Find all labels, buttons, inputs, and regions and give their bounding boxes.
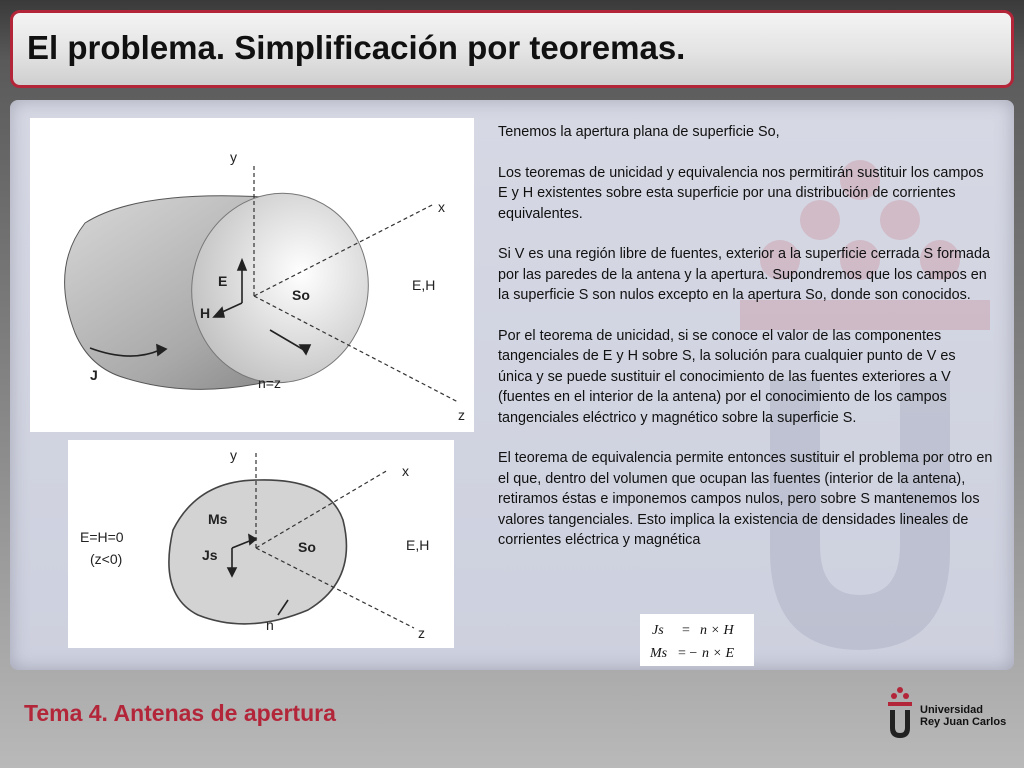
formula-js-lhs: Js xyxy=(652,623,664,638)
label-EH: E,H xyxy=(412,277,436,293)
label-So: So xyxy=(292,287,310,303)
university-name-line2: Rey Juan Carlos xyxy=(920,716,1007,728)
label-Ms: Ms xyxy=(208,511,228,527)
label-normal: n xyxy=(266,617,274,633)
current-formulas xyxy=(640,614,754,666)
paragraph-1: Tenemos la apertura plana de superficie So, xyxy=(498,124,780,140)
axis-y-label: y xyxy=(230,447,237,463)
label-H: H xyxy=(200,305,211,321)
formula-js-rhs: n × H xyxy=(700,623,734,638)
label-So: So xyxy=(298,539,316,555)
university-name-line1: Universidad xyxy=(920,704,983,716)
content-panel xyxy=(10,100,1014,670)
course-topic-title: Tema 4. Antenas de apertura xyxy=(24,700,336,726)
label-E: E xyxy=(218,273,228,289)
label-region: (z<0) xyxy=(90,551,123,567)
university-logo xyxy=(884,684,1014,744)
explanation-text xyxy=(498,122,993,571)
paragraph-3: Si V es una región libre de fuentes, exterior a la superficie cerrada S formada por las paredes de la antena y la apertura. Supondremos que los campos en la superficie S son nulos excepto en la apertura So, donde son conocidos. xyxy=(498,246,990,304)
label-normal: n=z xyxy=(258,375,281,391)
equivalent-surface xyxy=(169,480,347,624)
university-name xyxy=(920,704,1020,728)
paragraph-5: El teorema de equivalencia permite entonces sustituir el problema por otro en el que, dentro del volumen que ocupan las fuentes (interior de la antena), retiramos éstas e imponemos campos nulos, pero sobre S mantenemos los valores tangenciales. Esto implica la existencia de densidades lineales de corrientes eléctrica y magnética xyxy=(498,450,993,549)
slide-title: El problema. Simplificación por teoremas. xyxy=(27,29,686,66)
formula-ms-eq: = − xyxy=(678,646,698,661)
axis-y-label: y xyxy=(230,149,237,165)
formula-js-eq: = xyxy=(682,623,690,638)
aperture-diagram xyxy=(30,118,474,432)
paragraph-4: Por el teorema de unicidad, si se conoce el valor de las componentes tangenciales de E y H sobre S, la solución para cualquier punto de V es única y se puede sustituir el conocimiento de las fuentes exteriores a V (fuentes en el interior de la antena) por el conocimiento de los campos tangenciales eléctrico y magnético sobre la superficie S. xyxy=(498,328,956,426)
axis-z-label: z xyxy=(418,625,425,641)
urjc-crest-icon xyxy=(884,684,916,744)
formula-ms-lhs: Ms xyxy=(650,646,668,661)
label-J: J xyxy=(90,367,98,383)
label-Js: Js xyxy=(202,547,218,563)
title-bar xyxy=(10,10,1014,88)
paragraph-2: Los teoremas de unicidad y equivalencia nos permitirán sustituir los campos E y H existentes sobre esta superficie por una distribución de corrientes equivalentes. xyxy=(498,164,984,222)
axis-z-label: z xyxy=(458,407,465,423)
equivalent-diagram xyxy=(68,440,454,648)
formula-ms-rhs: n × E xyxy=(702,646,734,661)
axis-x-label: x xyxy=(438,199,445,215)
label-EH: E,H xyxy=(406,537,430,553)
axis-x-label: x xyxy=(402,463,409,479)
label-null-field: E=H=0 xyxy=(80,529,124,545)
